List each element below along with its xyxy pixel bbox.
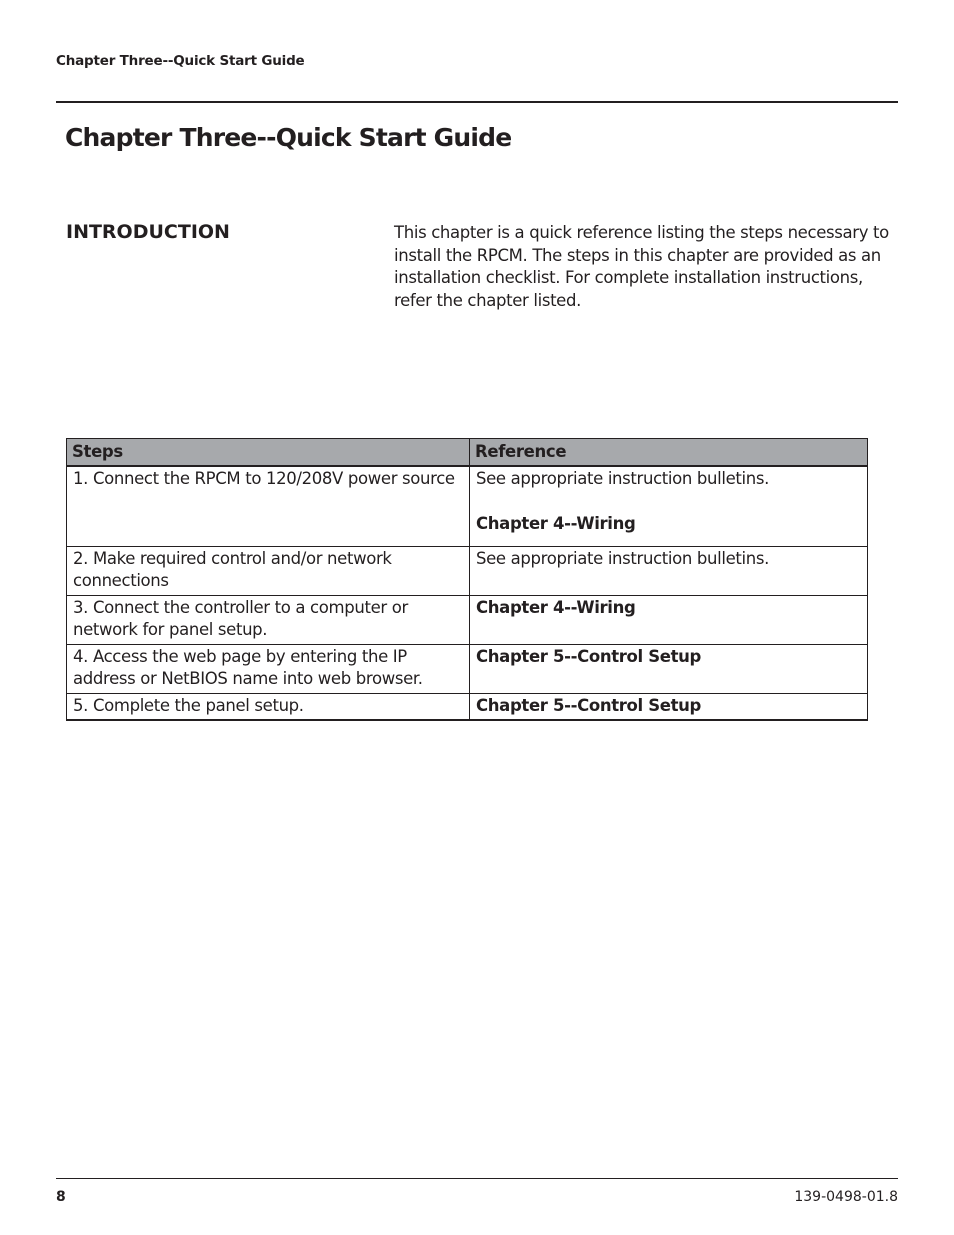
table-row [67,595,868,644]
reference-cell [470,595,868,644]
table-row [67,466,868,546]
reference-chapter: Chapter 4--Wiring [476,513,636,533]
section-heading-introduction: INTRODUCTION [66,221,230,243]
reference-chapter: Chapter 4--Wiring [476,597,636,617]
table-row [67,546,868,595]
reference-cell [470,546,868,595]
table-header-row [67,439,868,467]
introduction-paragraph: This chapter is a quick reference listing the steps necessary to install the RPCM. The steps in this chapter are provided as an installation checklist. For complete installation instructions, refer the chapter listed. [394,223,889,310]
step-cell: 3. Connect the controller to a computer or network for panel setup. [67,595,470,644]
header-divider [56,101,898,103]
table-row [67,693,868,720]
reference-cell [470,466,868,546]
document-number: 139-0498-01.8 [794,1189,898,1205]
step-cell: 5. Complete the panel setup. [67,693,470,720]
step-cell: 4. Access the web page by entering the IP address or NetBIOS name into web browser. [67,644,470,693]
quick-start-table [66,438,868,721]
footer-divider [56,1178,898,1179]
step-cell: 2. Make required control and/or network connections [67,546,470,595]
table-row [67,644,868,693]
reference-chapter: Chapter 5--Control Setup [476,695,702,715]
reference-cell [470,644,868,693]
chapter-title: Chapter Three--Quick Start Guide [65,123,512,152]
step-cell: 1. Connect the RPCM to 120/208V power source [67,466,470,546]
reference-cell [470,693,868,720]
running-header: Chapter Three--Quick Start Guide [56,53,305,69]
column-header-steps: Steps [67,439,470,467]
reference-text: See appropriate instruction bulletins. [476,548,769,568]
page-number: 8 [56,1189,66,1205]
reference-text: See appropriate instruction bulletins. [476,469,769,488]
reference-spacer [476,491,862,513]
reference-chapter: Chapter 5--Control Setup [476,646,702,666]
column-header-reference: Reference [470,439,868,467]
